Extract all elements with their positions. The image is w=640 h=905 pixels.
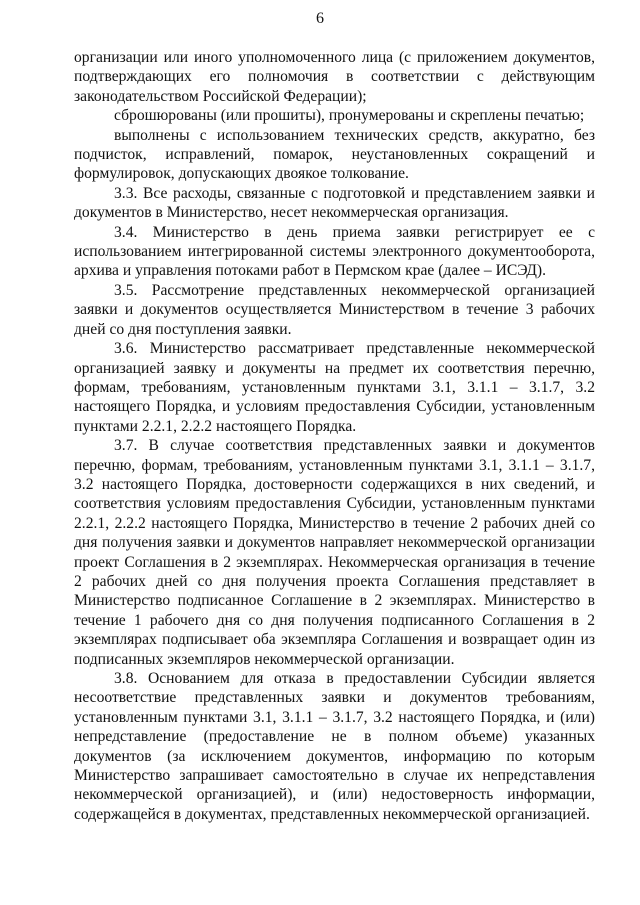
paragraph-3-7: 3.7. В случае соответствия представленных заявки и документов перечню, формам, требованиям, установленным пунктами 3.1, 3.1.1 – 3.1.7, 3.2 настоящего Порядка, достоверности содержащихся в них сведений, и соответствия условиям предоставления Субсидии, установленным пунктами 2.2.1, 2.2.2 настоящего Порядка, Министерство в течение 2 рабочих дней со дня получения заявки и документов направляет некоммерческой организации проект Соглашения в 2 экземплярах. Некоммерческая организация в течение 2 рабочих дней со дня получения проекта Соглашения представляет в Министерство подписанное Соглашение в 2 экземплярах. Министерство в течение 1 рабочего дня со дня получения подписанного Соглашения в 2 экземплярах подписывает оба экземпляра Соглашения и возвращает один из подписанных экземпляров некоммерческой организации. [74,437,595,668]
paragraph-3-3: 3.3. Все расходы, связанные с подготовкой и представлением заявки и документов в Министерство, несет некоммерческая организация. [74,184,595,222]
paragraph-3-5: 3.5. Рассмотрение представленных некоммерческой организацией заявки и документов осуществляется Министерством в течение 3 рабочих дней со дня поступления заявки. [74,281,595,338]
paragraph-3-6: 3.6. Министерство рассматривает представленные некоммерческой организацией заявку и документы на предмет их соответствия перечню, формам, требованиям, установленным пунктами 3.1, 3.1.1 – 3.1.7, 3.2 настоящего Порядка, и условиям предоставления Субсидии, установленным пунктами 2.2.1, 2.2.2 настоящего Порядка. [74,340,595,435]
paragraph-3-4: 3.4. Министерство в день приема заявки регистрирует ее с использованием интегрированной системы электронного документооборота, архива и управления потоками работ в Пермском крае (далее – ИСЭД). [74,223,595,280]
paragraph-bound-requirement: сброшюрованы (или прошиты), пронумерованы и скреплены печатью; [114,107,585,125]
paragraph-3-8: 3.8. Основанием для отказа в предоставлении Субсидии является несоответствие представленных заявки и документов требованиям, установленным пунктами 3.1, 3.1.1 – 3.1.7, 3.2 настоящего Порядка, и (или) непредставление (предоставление не в полном объеме) указанных документов (за исключением документов, информацию по которым Министерство запрашивает самостоятельно в случае их непредставления некоммерческой организацией), и (или) недостоверность информации, содержащейся в документах, представленных некоммерческой организацией. [74,670,595,823]
page-number: 6 [316,10,324,27]
paragraph-technical-requirement: выполнены с использованием технических средств, аккуратно, без подчисток, исправлений, помарок, неустановленных сокращений и формулировок, допускающих двоякое толкование. [74,126,595,183]
paragraph-continuation: организации или иного уполномоченного лица (с приложением документов, подтверждающих его полномочия в соответствии с действующим законодательством Российской Федерации); [74,49,595,105]
document-body [74,48,595,824]
